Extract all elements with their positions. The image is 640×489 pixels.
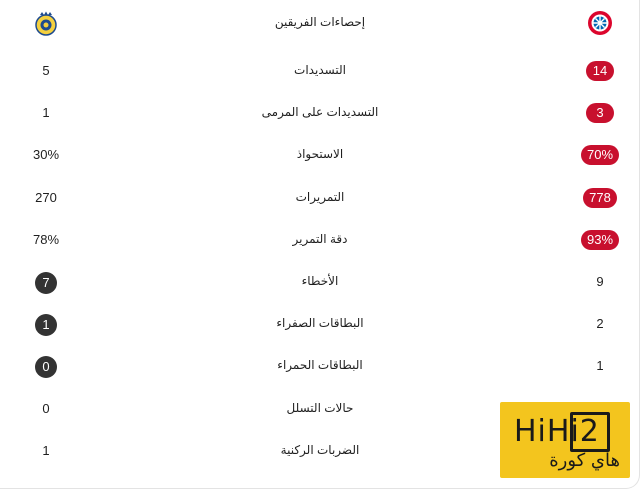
watermark-sub: هاي كورة xyxy=(549,450,620,471)
home-value-text: 9 xyxy=(596,274,604,289)
watermark-brand: HiHi2 xyxy=(514,414,600,449)
page-title: إحصاءات الفريقين xyxy=(274,15,366,29)
stat-row xyxy=(0,182,640,212)
stat-label: التسديدات على المرمى xyxy=(261,105,379,119)
stat-label: التمريرات xyxy=(295,190,345,204)
away-value-text: 1 xyxy=(42,443,50,458)
stat-label: حالات التسلل xyxy=(286,401,354,415)
stat-label: الأخطاء xyxy=(301,274,339,288)
home-value-text: 93% xyxy=(581,230,619,250)
stat-row xyxy=(0,224,640,254)
home-stat-value xyxy=(576,61,624,81)
stats-header xyxy=(0,0,640,44)
home-stat-value xyxy=(576,188,624,208)
stat-label: الاستحواذ xyxy=(296,147,344,161)
stat-label: البطاقات الحمراء xyxy=(277,358,363,372)
stat-row xyxy=(0,308,640,338)
stat-row xyxy=(0,350,640,380)
home-stat-value xyxy=(576,314,624,334)
away-value-text: 30% xyxy=(32,147,60,162)
stat-label: البطاقات الصفراء xyxy=(276,316,364,330)
home-value-text: 14 xyxy=(586,61,614,81)
away-value-text: 7 xyxy=(35,272,57,294)
home-value-text: 1 xyxy=(596,358,604,373)
home-value-text: 778 xyxy=(583,188,617,208)
stat-row xyxy=(0,97,640,127)
home-value-text: 3 xyxy=(586,103,614,123)
stat-label: الضربات الركنية xyxy=(280,443,360,457)
stat-row xyxy=(0,266,640,296)
away-value-text: 78% xyxy=(32,232,60,247)
home-stat-value xyxy=(576,145,624,165)
away-value-text: 0 xyxy=(35,356,57,378)
away-value-text: 1 xyxy=(42,105,50,120)
home-value-text: 2 xyxy=(596,316,604,331)
away-value-text: 5 xyxy=(42,63,50,78)
home-stat-value xyxy=(576,230,624,250)
home-stat-value xyxy=(576,103,624,123)
hihi2-watermark-logo xyxy=(500,402,630,478)
away-value-text: 1 xyxy=(35,314,57,336)
home-stat-value xyxy=(576,272,624,292)
away-value-text: 270 xyxy=(35,190,57,205)
bayern-munich-crest-icon xyxy=(587,10,613,36)
stat-row xyxy=(0,139,640,169)
stat-label: التسديدات xyxy=(294,63,346,77)
away-value-text: 0 xyxy=(42,401,50,416)
stat-label: دقة التمرير xyxy=(292,232,348,246)
stat-row xyxy=(0,55,640,85)
home-value-text: 70% xyxy=(581,145,619,165)
home-stat-value xyxy=(576,356,624,376)
